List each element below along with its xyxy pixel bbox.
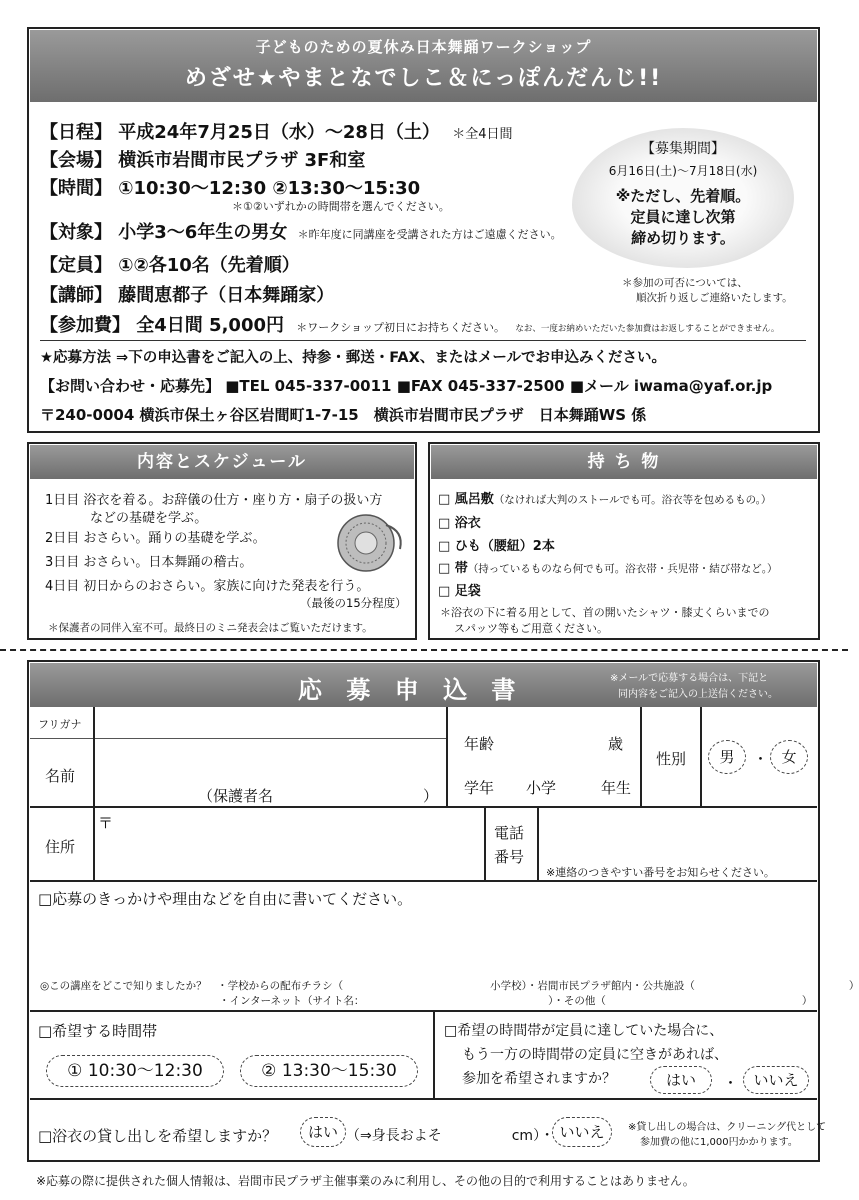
grid-line — [30, 806, 817, 808]
phone-note: ※連絡のつきやすい番号をお知らせください。 — [546, 866, 775, 879]
address-label: 住所 — [45, 838, 76, 856]
source-line1 — [40, 978, 859, 993]
schedule-row — [40, 118, 513, 144]
howto-divider — [40, 340, 806, 341]
phone-label1: 電話 — [494, 824, 525, 842]
source-line2 — [219, 993, 812, 1008]
grid-line — [93, 707, 95, 880]
target-text: 【対象】 小学3～6年生の男女 — [40, 222, 288, 243]
belonging-item — [438, 557, 778, 576]
recruit-heading: 【募集期間】 — [641, 141, 725, 157]
day-label: 3日目 — [45, 555, 80, 570]
day-label: 1日目 — [45, 493, 80, 508]
grid-line — [433, 1012, 435, 1098]
source-close2: ） — [801, 995, 813, 1007]
day-text: などの基礎を学ぶ。 — [90, 511, 208, 526]
result-note2: 順次折り返しご連絡いたします。 — [636, 292, 793, 304]
full-question1: □希望の時間帯が定員に達していた場合に、 — [444, 1023, 724, 1039]
grid-line — [446, 707, 448, 806]
postal-mark: 〒 — [98, 814, 114, 832]
female-option[interactable]: 女 — [770, 740, 808, 774]
title-banner — [30, 30, 817, 102]
day-text: おさらい。踊りの基礎を学ぶ。 — [83, 531, 266, 546]
name-field[interactable] — [96, 740, 444, 780]
item-name: □ 風呂敷 — [438, 492, 494, 507]
slot1-option[interactable]: ① 10:30～12:30 — [46, 1055, 224, 1087]
day-row — [45, 551, 252, 570]
phone-label2: 番号 — [494, 848, 525, 866]
item-name: □ ひも（腰紐）2本 — [438, 539, 555, 554]
folding-fan-icon — [330, 505, 410, 575]
venue-row: 【会場】 横浜市岩間市民プラザ 3F和室 — [40, 150, 366, 171]
result-note1: ＊参加の可否については、 — [622, 277, 748, 289]
item-name: □ 浴衣 — [438, 516, 481, 531]
contact-row: 【お問い合わせ・応募先】 ■TEL 045-337-0011 ■FAX 045-337-2500 ■メール iwama@yaf.or.jp — [40, 377, 773, 395]
day-row — [45, 527, 266, 546]
guardian-label — [198, 785, 438, 806]
age-unit: 歳 — [608, 735, 624, 753]
teacher-row: 【講師】 藤間恵都子（日本舞踊家） — [40, 285, 335, 306]
day-text: おさらい。日本舞踊の稽古。 — [83, 555, 253, 570]
age-label: 年齢 — [464, 735, 495, 753]
cut-line — [0, 649, 848, 651]
capacity-row: 【定員】 ①②各10名（先着順） — [40, 255, 300, 276]
yukata-note1: ※貸し出しの場合は、クリーニング代として — [628, 1122, 827, 1133]
age-field[interactable] — [520, 720, 600, 750]
yukata-no-option[interactable]: いいえ — [552, 1117, 612, 1147]
title-line2: めざせ★やまとなでしこ＆にっぽんだんじ!! — [184, 66, 663, 91]
yukata-yes-option[interactable]: はい — [300, 1117, 346, 1147]
schedule-note: ＊全4日間 — [452, 127, 513, 142]
yukata-height: （⇒身長およそ cm）・ — [346, 1128, 555, 1144]
address-row: 〒240-0004 横浜市保土ヶ谷区岩間町1-7-15 横浜市岩間市民プラザ 日本舞踊WS 係 — [40, 406, 647, 424]
day-label: 2日目 — [45, 531, 80, 546]
form-header — [30, 663, 817, 707]
full-separator: ・ — [723, 1074, 739, 1092]
belonging-item — [438, 512, 481, 531]
target-note: ＊昨年度に同講座を受講された方はご遠慮ください。 — [297, 228, 562, 241]
gender-label: 性別 — [656, 750, 687, 768]
time-row: 【時間】 ①10:30～12:30 ②13:30～15:30 — [40, 178, 421, 199]
day-row — [45, 575, 369, 594]
source-close1: ） — [848, 980, 859, 992]
full-question2: もう一方の時間帯の定員に空きがあれば、 — [462, 1047, 728, 1063]
gender-separator: ・ — [753, 750, 769, 768]
grid-line — [30, 1010, 817, 1012]
target-row — [40, 218, 562, 244]
recruit-cloud — [572, 128, 794, 268]
grid-line — [30, 1098, 817, 1100]
fee-row — [40, 311, 779, 337]
furigana-field[interactable] — [96, 708, 444, 737]
source-text1: ◎この講座をどこで知りましたか？ ・学校からの配布チラシ（ 小学校）・岩間市民プラザ館内・公共施設（ — [40, 980, 695, 992]
belongings-header — [431, 445, 817, 479]
source-text2: ・インターネット（サイト名： ）・その他（ — [219, 995, 606, 1007]
day-text: 初日からのおさらい。家族に向けた発表を行う。 — [83, 579, 370, 594]
yukata-note2: 参加費の他に1,000円かかります。 — [640, 1137, 798, 1148]
schedule-header — [30, 445, 414, 479]
belongings-title: 持 ち 物 — [587, 452, 661, 472]
grade-label: 学年 — [464, 779, 495, 797]
recruit-period: 6月16日(土)～7月18日(水) — [608, 164, 758, 178]
belongings-note1: ＊浴衣の下に着る用として、首の開いたシャツ・膝丈くらいまでの — [440, 606, 770, 619]
grid-line — [537, 808, 539, 880]
howto-row: ★応募方法 ⇒下の申込書をご記入の上、持参・郵送・FAX、またはメールでお申込みください。 — [40, 350, 667, 366]
guardian-text: （保護者名 — [198, 787, 274, 805]
guardian-close: ） — [423, 787, 439, 805]
grid-line — [484, 808, 486, 880]
recruit-line2: 定員に達し次第 — [630, 208, 736, 226]
guardian-note: ＊保護者の同伴入室不可。最終日のミニ発表会はご覧いただけます。 — [48, 622, 373, 634]
grid-line — [700, 707, 702, 806]
reason-label: □応募のきっかけや理由などを自由に書いてください。 — [38, 890, 413, 908]
slot2-option[interactable]: ② 13:30～15:30 — [240, 1055, 418, 1087]
grid-line — [640, 707, 642, 806]
full-no-option[interactable]: いいえ — [743, 1066, 809, 1094]
reason-field[interactable] — [34, 912, 812, 970]
full-yes-option[interactable]: はい — [650, 1066, 712, 1094]
fee-note: ＊ワークショップ初日にお持ちください。 — [296, 321, 506, 334]
time-pref-label: □希望する時間帯 — [38, 1022, 158, 1040]
address-field[interactable] — [96, 810, 482, 878]
item-name: □ 帯 — [438, 561, 468, 576]
day-label: 4日目 — [45, 579, 80, 594]
schedule-text: 【日程】 平成24年7月25日（水）～28日（土） — [40, 122, 440, 143]
belonging-item — [438, 488, 771, 507]
schedule-title: 内容とスケジュール — [137, 452, 307, 472]
day-row — [90, 507, 207, 526]
item-note: （なければ大判のストールでも可。浴衣等を包めるもの。） — [493, 494, 772, 506]
recruit-line1: ※ただし、先着順。 — [615, 187, 751, 205]
item-note: （持っているものなら何でも可。浴衣帯・兵児帯・結び帯など。） — [467, 563, 778, 575]
grid-line — [30, 880, 817, 882]
furigana-label: フリガナ — [38, 718, 82, 731]
last-note: （最後の15分程度） — [300, 596, 407, 610]
recruit-line3: 締め切ります。 — [631, 229, 735, 247]
form-title: 応 募 申 込 書 — [298, 676, 524, 704]
grade-unit: 年生 — [601, 779, 632, 797]
day-text: 浴衣を着る。お辞儀の仕方・座り方・扇子の扱い方 — [83, 493, 383, 508]
male-option[interactable]: 男 — [708, 740, 746, 774]
belonging-item — [438, 535, 555, 554]
belongings-note2: スパッツ等もご用意ください。 — [454, 622, 608, 635]
mail-note1: ※メールで応募する場合は、下記と — [610, 673, 769, 684]
privacy-footer: ※応募の際に提供された個人情報は、岩間市民プラザ主催事業のみに利用し、その他の目的で利用することはありません。 — [36, 1174, 695, 1188]
name-label: 名前 — [45, 767, 76, 785]
phone-field[interactable] — [540, 810, 815, 860]
yukata-question: □浴衣の貸し出しを希望しますか？ — [38, 1127, 278, 1145]
grade-field[interactable] — [562, 770, 598, 800]
time-note: ＊①②いずれかの時間帯を選んでください。 — [232, 200, 450, 213]
item-name: □ 足袋 — [438, 584, 481, 599]
full-question3: 参加を希望されますか？ — [462, 1071, 616, 1087]
title-line1: 子どものための夏休み日本舞踊ワークショップ — [255, 38, 592, 56]
fee-note2: なお、一度お納めいただいた参加費はお返しすることができません。 — [515, 324, 780, 334]
grade-school: 小学 — [526, 779, 557, 797]
mail-note2: 同内容をご記入の上送信ください。 — [618, 689, 778, 700]
belonging-item — [438, 580, 481, 599]
fee-text: 【参加費】 全4日間 5,000円 — [40, 315, 284, 336]
